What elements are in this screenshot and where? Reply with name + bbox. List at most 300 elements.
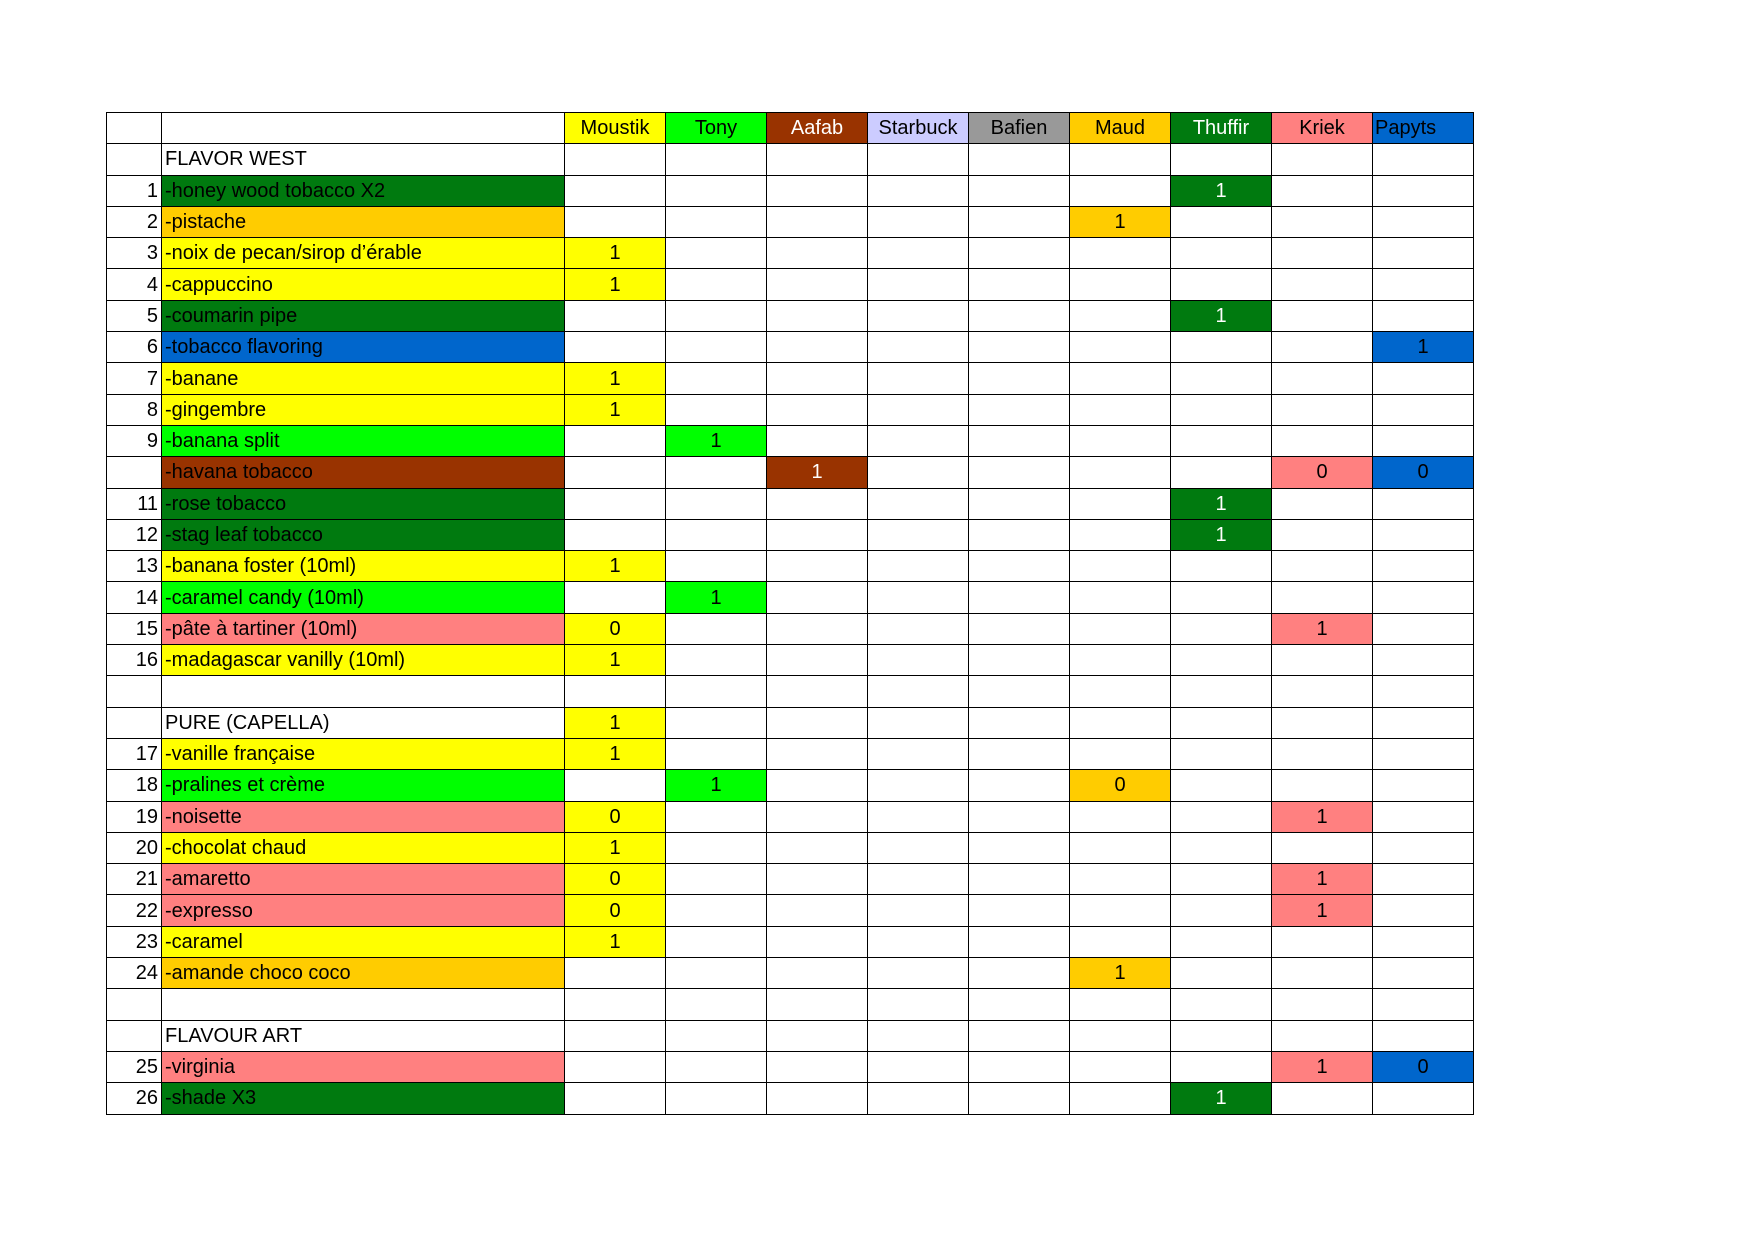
- value-cell-tony[interactable]: [666, 864, 767, 895]
- value-cell-papyts[interactable]: [1373, 363, 1474, 394]
- value-cell-bafien[interactable]: [969, 363, 1070, 394]
- flavor-name-cell[interactable]: -tobacco flavoring: [162, 332, 565, 363]
- row-number-cell[interactable]: 3: [107, 238, 162, 269]
- value-cell-starbuck[interactable]: [868, 1020, 969, 1051]
- value-cell-moustik[interactable]: [565, 519, 666, 550]
- value-cell-bafien[interactable]: [969, 300, 1070, 331]
- flavor-name-cell[interactable]: -banana foster (10ml): [162, 551, 565, 582]
- value-cell-moustik[interactable]: 1: [565, 832, 666, 863]
- value-cell-aafab[interactable]: [767, 645, 868, 676]
- value-cell-bafien[interactable]: [969, 895, 1070, 926]
- value-cell-moustik[interactable]: [565, 582, 666, 613]
- value-cell-tony[interactable]: [666, 519, 767, 550]
- value-cell-starbuck[interactable]: [868, 738, 969, 769]
- section-title-cell[interactable]: FLAVOR WEST: [162, 144, 565, 175]
- value-cell-aafab[interactable]: [767, 832, 868, 863]
- value-cell-bafien[interactable]: [969, 738, 1070, 769]
- value-cell-tony[interactable]: [666, 676, 767, 707]
- value-cell-starbuck[interactable]: [868, 676, 969, 707]
- value-cell-aafab[interactable]: [767, 676, 868, 707]
- value-cell-aafab[interactable]: [767, 895, 868, 926]
- value-cell-bafien[interactable]: [969, 425, 1070, 456]
- value-cell-tony[interactable]: [666, 175, 767, 206]
- row-number-cell[interactable]: 15: [107, 613, 162, 644]
- value-cell-kriek[interactable]: [1272, 676, 1373, 707]
- value-cell-thuffir[interactable]: [1171, 425, 1272, 456]
- value-cell-bafien[interactable]: [969, 394, 1070, 425]
- value-cell-starbuck[interactable]: [868, 801, 969, 832]
- flavor-name-cell[interactable]: [162, 676, 565, 707]
- flavor-name-cell[interactable]: -rose tobacco: [162, 488, 565, 519]
- value-cell-maud[interactable]: [1070, 707, 1171, 738]
- header-name-cell[interactable]: [162, 113, 565, 144]
- value-cell-moustik[interactable]: 1: [565, 738, 666, 769]
- value-cell-starbuck[interactable]: [868, 332, 969, 363]
- row-number-cell[interactable]: 13: [107, 551, 162, 582]
- value-cell-papyts[interactable]: [1373, 488, 1474, 519]
- value-cell-bafien[interactable]: [969, 519, 1070, 550]
- value-cell-starbuck[interactable]: [868, 300, 969, 331]
- value-cell-maud[interactable]: [1070, 645, 1171, 676]
- value-cell-starbuck[interactable]: [868, 1083, 969, 1114]
- value-cell-bafien[interactable]: [969, 958, 1070, 989]
- value-cell-aafab[interactable]: [767, 1051, 868, 1082]
- value-cell-kriek[interactable]: [1272, 1083, 1373, 1114]
- value-cell-kriek[interactable]: [1272, 989, 1373, 1020]
- flavor-name-cell[interactable]: -banana split: [162, 425, 565, 456]
- value-cell-thuffir[interactable]: [1171, 645, 1272, 676]
- value-cell-aafab[interactable]: [767, 770, 868, 801]
- value-cell-starbuck[interactable]: [868, 645, 969, 676]
- value-cell-maud[interactable]: [1070, 1051, 1171, 1082]
- flavor-name-cell[interactable]: -shade X3: [162, 1083, 565, 1114]
- value-cell-papyts[interactable]: [1373, 144, 1474, 175]
- flavor-name-cell[interactable]: -caramel candy (10ml): [162, 582, 565, 613]
- value-cell-maud[interactable]: [1070, 582, 1171, 613]
- value-cell-bafien[interactable]: [969, 801, 1070, 832]
- column-header-starbuck[interactable]: Starbuck: [868, 113, 969, 144]
- value-cell-tony[interactable]: [666, 926, 767, 957]
- value-cell-thuffir[interactable]: [1171, 457, 1272, 488]
- value-cell-moustik[interactable]: [565, 676, 666, 707]
- value-cell-thuffir[interactable]: 1: [1171, 488, 1272, 519]
- value-cell-kriek[interactable]: [1272, 394, 1373, 425]
- value-cell-tony[interactable]: [666, 832, 767, 863]
- value-cell-tony[interactable]: [666, 1051, 767, 1082]
- value-cell-thuffir[interactable]: [1171, 394, 1272, 425]
- value-cell-kriek[interactable]: 1: [1272, 895, 1373, 926]
- flavor-name-cell[interactable]: -honey wood tobacco X2: [162, 175, 565, 206]
- value-cell-papyts[interactable]: [1373, 770, 1474, 801]
- row-number-cell[interactable]: 24: [107, 958, 162, 989]
- value-cell-papyts[interactable]: [1373, 832, 1474, 863]
- value-cell-thuffir[interactable]: [1171, 676, 1272, 707]
- value-cell-starbuck[interactable]: [868, 770, 969, 801]
- value-cell-tony[interactable]: [666, 1083, 767, 1114]
- value-cell-tony[interactable]: [666, 300, 767, 331]
- value-cell-kriek[interactable]: [1272, 175, 1373, 206]
- value-cell-moustik[interactable]: [565, 332, 666, 363]
- value-cell-maud[interactable]: [1070, 394, 1171, 425]
- value-cell-moustik[interactable]: [565, 989, 666, 1020]
- value-cell-tony[interactable]: [666, 457, 767, 488]
- value-cell-bafien[interactable]: [969, 551, 1070, 582]
- value-cell-starbuck[interactable]: [868, 144, 969, 175]
- value-cell-tony[interactable]: [666, 363, 767, 394]
- value-cell-moustik[interactable]: [565, 1083, 666, 1114]
- value-cell-maud[interactable]: [1070, 864, 1171, 895]
- value-cell-kriek[interactable]: [1272, 707, 1373, 738]
- value-cell-tony[interactable]: 1: [666, 425, 767, 456]
- value-cell-starbuck[interactable]: [868, 832, 969, 863]
- row-number-cell[interactable]: 4: [107, 269, 162, 300]
- row-number-cell[interactable]: 23: [107, 926, 162, 957]
- value-cell-moustik[interactable]: [565, 175, 666, 206]
- value-cell-bafien[interactable]: [969, 707, 1070, 738]
- value-cell-moustik[interactable]: [565, 770, 666, 801]
- row-number-cell[interactable]: 12: [107, 519, 162, 550]
- value-cell-bafien[interactable]: [969, 1020, 1070, 1051]
- value-cell-thuffir[interactable]: [1171, 864, 1272, 895]
- row-number-cell[interactable]: 17: [107, 738, 162, 769]
- row-number-cell[interactable]: 9: [107, 425, 162, 456]
- value-cell-starbuck[interactable]: [868, 394, 969, 425]
- value-cell-kriek[interactable]: [1272, 300, 1373, 331]
- value-cell-aafab[interactable]: [767, 394, 868, 425]
- value-cell-thuffir[interactable]: 1: [1171, 175, 1272, 206]
- value-cell-thuffir[interactable]: [1171, 770, 1272, 801]
- column-header-moustik[interactable]: Moustik: [565, 113, 666, 144]
- row-number-cell[interactable]: 21: [107, 864, 162, 895]
- flavor-name-cell[interactable]: -virginia: [162, 1051, 565, 1082]
- value-cell-papyts[interactable]: [1373, 707, 1474, 738]
- value-cell-moustik[interactable]: [565, 1051, 666, 1082]
- value-cell-bafien[interactable]: [969, 613, 1070, 644]
- value-cell-papyts[interactable]: 0: [1373, 1051, 1474, 1082]
- value-cell-bafien[interactable]: [969, 175, 1070, 206]
- value-cell-bafien[interactable]: [969, 457, 1070, 488]
- value-cell-bafien[interactable]: [969, 926, 1070, 957]
- value-cell-starbuck[interactable]: [868, 363, 969, 394]
- value-cell-starbuck[interactable]: [868, 519, 969, 550]
- column-header-papyts[interactable]: Papyts: [1373, 113, 1474, 144]
- value-cell-thuffir[interactable]: [1171, 332, 1272, 363]
- value-cell-aafab[interactable]: [767, 864, 868, 895]
- value-cell-moustik[interactable]: 1: [565, 707, 666, 738]
- value-cell-kriek[interactable]: [1272, 332, 1373, 363]
- value-cell-kriek[interactable]: [1272, 363, 1373, 394]
- value-cell-kriek[interactable]: 0: [1272, 457, 1373, 488]
- value-cell-bafien[interactable]: [969, 864, 1070, 895]
- value-cell-papyts[interactable]: [1373, 613, 1474, 644]
- value-cell-aafab[interactable]: [767, 488, 868, 519]
- value-cell-thuffir[interactable]: [1171, 582, 1272, 613]
- value-cell-starbuck[interactable]: [868, 551, 969, 582]
- value-cell-bafien[interactable]: [969, 269, 1070, 300]
- value-cell-maud[interactable]: 0: [1070, 770, 1171, 801]
- flavor-name-cell[interactable]: -chocolat chaud: [162, 832, 565, 863]
- row-number-cell[interactable]: 18: [107, 770, 162, 801]
- value-cell-starbuck[interactable]: [868, 613, 969, 644]
- value-cell-starbuck[interactable]: [868, 206, 969, 237]
- row-number-cell[interactable]: [107, 457, 162, 488]
- value-cell-bafien[interactable]: [969, 238, 1070, 269]
- row-number-cell[interactable]: 20: [107, 832, 162, 863]
- value-cell-thuffir[interactable]: [1171, 144, 1272, 175]
- value-cell-bafien[interactable]: [969, 989, 1070, 1020]
- value-cell-kriek[interactable]: [1272, 645, 1373, 676]
- value-cell-maud[interactable]: [1070, 425, 1171, 456]
- value-cell-papyts[interactable]: [1373, 519, 1474, 550]
- value-cell-papyts[interactable]: [1373, 551, 1474, 582]
- value-cell-starbuck[interactable]: [868, 1051, 969, 1082]
- value-cell-tony[interactable]: [666, 551, 767, 582]
- value-cell-kriek[interactable]: [1272, 488, 1373, 519]
- value-cell-maud[interactable]: [1070, 551, 1171, 582]
- flavor-name-cell[interactable]: -cappuccino: [162, 269, 565, 300]
- value-cell-maud[interactable]: [1070, 175, 1171, 206]
- value-cell-tony[interactable]: [666, 613, 767, 644]
- value-cell-kriek[interactable]: [1272, 770, 1373, 801]
- value-cell-aafab[interactable]: [767, 144, 868, 175]
- value-cell-kriek[interactable]: 1: [1272, 801, 1373, 832]
- value-cell-papyts[interactable]: [1373, 300, 1474, 331]
- value-cell-moustik[interactable]: 0: [565, 895, 666, 926]
- flavor-name-cell[interactable]: -banane: [162, 363, 565, 394]
- value-cell-aafab[interactable]: [767, 519, 868, 550]
- value-cell-papyts[interactable]: [1373, 394, 1474, 425]
- value-cell-bafien[interactable]: [969, 645, 1070, 676]
- value-cell-starbuck[interactable]: [868, 488, 969, 519]
- row-number-cell[interactable]: 16: [107, 645, 162, 676]
- value-cell-maud[interactable]: [1070, 832, 1171, 863]
- value-cell-moustik[interactable]: 1: [565, 645, 666, 676]
- value-cell-papyts[interactable]: [1373, 926, 1474, 957]
- value-cell-aafab[interactable]: [767, 363, 868, 394]
- value-cell-kriek[interactable]: [1272, 144, 1373, 175]
- value-cell-papyts[interactable]: [1373, 864, 1474, 895]
- value-cell-starbuck[interactable]: [868, 457, 969, 488]
- value-cell-moustik[interactable]: [565, 206, 666, 237]
- value-cell-bafien[interactable]: [969, 206, 1070, 237]
- value-cell-maud[interactable]: [1070, 144, 1171, 175]
- row-number-cell[interactable]: 22: [107, 895, 162, 926]
- value-cell-maud[interactable]: [1070, 457, 1171, 488]
- value-cell-starbuck[interactable]: [868, 238, 969, 269]
- value-cell-kriek[interactable]: [1272, 582, 1373, 613]
- value-cell-moustik[interactable]: 0: [565, 613, 666, 644]
- value-cell-tony[interactable]: [666, 895, 767, 926]
- flavor-name-cell[interactable]: -vanille française: [162, 738, 565, 769]
- value-cell-thuffir[interactable]: [1171, 238, 1272, 269]
- value-cell-thuffir[interactable]: [1171, 206, 1272, 237]
- row-number-cell[interactable]: [107, 707, 162, 738]
- value-cell-bafien[interactable]: [969, 832, 1070, 863]
- flavor-name-cell[interactable]: -noisette: [162, 801, 565, 832]
- value-cell-papyts[interactable]: [1373, 738, 1474, 769]
- column-header-bafien[interactable]: Bafien: [969, 113, 1070, 144]
- value-cell-moustik[interactable]: 1: [565, 363, 666, 394]
- value-cell-papyts[interactable]: [1373, 582, 1474, 613]
- value-cell-maud[interactable]: [1070, 1083, 1171, 1114]
- value-cell-aafab[interactable]: [767, 958, 868, 989]
- flavor-name-cell[interactable]: -amaretto: [162, 864, 565, 895]
- row-number-cell[interactable]: 7: [107, 363, 162, 394]
- value-cell-maud[interactable]: [1070, 989, 1171, 1020]
- flavor-name-cell[interactable]: -expresso: [162, 895, 565, 926]
- value-cell-aafab[interactable]: [767, 707, 868, 738]
- value-cell-bafien[interactable]: [969, 1051, 1070, 1082]
- section-title-cell[interactable]: FLAVOUR ART: [162, 1020, 565, 1051]
- column-header-aafab[interactable]: Aafab: [767, 113, 868, 144]
- value-cell-maud[interactable]: [1070, 519, 1171, 550]
- value-cell-aafab[interactable]: [767, 175, 868, 206]
- value-cell-aafab[interactable]: [767, 989, 868, 1020]
- value-cell-aafab[interactable]: 1: [767, 457, 868, 488]
- flavor-name-cell[interactable]: [162, 989, 565, 1020]
- value-cell-maud[interactable]: [1070, 1020, 1171, 1051]
- value-cell-maud[interactable]: [1070, 300, 1171, 331]
- value-cell-bafien[interactable]: [969, 676, 1070, 707]
- column-header-thuffir[interactable]: Thuffir: [1171, 113, 1272, 144]
- value-cell-papyts[interactable]: [1373, 1083, 1474, 1114]
- flavor-name-cell[interactable]: -pâte à tartiner (10ml): [162, 613, 565, 644]
- value-cell-tony[interactable]: [666, 958, 767, 989]
- value-cell-starbuck[interactable]: [868, 864, 969, 895]
- row-number-cell[interactable]: [107, 144, 162, 175]
- value-cell-thuffir[interactable]: [1171, 551, 1272, 582]
- value-cell-kriek[interactable]: 1: [1272, 1051, 1373, 1082]
- value-cell-starbuck[interactable]: [868, 958, 969, 989]
- value-cell-thuffir[interactable]: [1171, 1020, 1272, 1051]
- value-cell-starbuck[interactable]: [868, 895, 969, 926]
- flavor-name-cell[interactable]: -amande choco coco: [162, 958, 565, 989]
- flavor-name-cell[interactable]: -gingembre: [162, 394, 565, 425]
- row-number-cell[interactable]: [107, 989, 162, 1020]
- value-cell-kriek[interactable]: [1272, 519, 1373, 550]
- flavor-name-cell[interactable]: -pralines et crème: [162, 770, 565, 801]
- value-cell-tony[interactable]: [666, 144, 767, 175]
- value-cell-aafab[interactable]: [767, 238, 868, 269]
- value-cell-aafab[interactable]: [767, 551, 868, 582]
- row-number-cell[interactable]: 26: [107, 1083, 162, 1114]
- value-cell-tony[interactable]: [666, 488, 767, 519]
- value-cell-kriek[interactable]: [1272, 958, 1373, 989]
- value-cell-moustik[interactable]: [565, 457, 666, 488]
- column-header-tony[interactable]: Tony: [666, 113, 767, 144]
- value-cell-maud[interactable]: [1070, 895, 1171, 926]
- value-cell-starbuck[interactable]: [868, 989, 969, 1020]
- value-cell-tony[interactable]: [666, 738, 767, 769]
- flavor-name-cell[interactable]: -noix de pecan/sirop d’érable: [162, 238, 565, 269]
- value-cell-bafien[interactable]: [969, 488, 1070, 519]
- value-cell-tony[interactable]: 1: [666, 582, 767, 613]
- value-cell-moustik[interactable]: [565, 425, 666, 456]
- value-cell-thuffir[interactable]: [1171, 801, 1272, 832]
- value-cell-moustik[interactable]: [565, 958, 666, 989]
- value-cell-kriek[interactable]: [1272, 425, 1373, 456]
- value-cell-papyts[interactable]: [1373, 801, 1474, 832]
- value-cell-papyts[interactable]: 0: [1373, 457, 1474, 488]
- value-cell-papyts[interactable]: [1373, 1020, 1474, 1051]
- value-cell-moustik[interactable]: [565, 300, 666, 331]
- value-cell-thuffir[interactable]: [1171, 895, 1272, 926]
- row-number-cell[interactable]: 11: [107, 488, 162, 519]
- value-cell-maud[interactable]: 1: [1070, 958, 1171, 989]
- value-cell-papyts[interactable]: [1373, 238, 1474, 269]
- value-cell-maud[interactable]: 1: [1070, 206, 1171, 237]
- value-cell-papyts[interactable]: [1373, 676, 1474, 707]
- value-cell-bafien[interactable]: [969, 1083, 1070, 1114]
- value-cell-papyts[interactable]: [1373, 269, 1474, 300]
- value-cell-moustik[interactable]: 1: [565, 269, 666, 300]
- flavor-name-cell[interactable]: -stag leaf tobacco: [162, 519, 565, 550]
- flavor-name-cell[interactable]: -coumarin pipe: [162, 300, 565, 331]
- value-cell-starbuck[interactable]: [868, 269, 969, 300]
- row-number-cell[interactable]: 14: [107, 582, 162, 613]
- value-cell-papyts[interactable]: [1373, 958, 1474, 989]
- column-header-kriek[interactable]: Kriek: [1272, 113, 1373, 144]
- value-cell-aafab[interactable]: [767, 206, 868, 237]
- value-cell-tony[interactable]: [666, 801, 767, 832]
- value-cell-papyts[interactable]: 1: [1373, 332, 1474, 363]
- value-cell-thuffir[interactable]: [1171, 1051, 1272, 1082]
- value-cell-aafab[interactable]: [767, 1020, 868, 1051]
- value-cell-aafab[interactable]: [767, 1083, 868, 1114]
- value-cell-kriek[interactable]: [1272, 269, 1373, 300]
- value-cell-starbuck[interactable]: [868, 707, 969, 738]
- value-cell-thuffir[interactable]: 1: [1171, 519, 1272, 550]
- value-cell-thuffir[interactable]: [1171, 832, 1272, 863]
- value-cell-starbuck[interactable]: [868, 175, 969, 206]
- row-number-cell[interactable]: 25: [107, 1051, 162, 1082]
- row-number-cell[interactable]: 1: [107, 175, 162, 206]
- value-cell-kriek[interactable]: 1: [1272, 864, 1373, 895]
- row-number-cell[interactable]: 5: [107, 300, 162, 331]
- value-cell-maud[interactable]: [1070, 269, 1171, 300]
- value-cell-kriek[interactable]: [1272, 926, 1373, 957]
- value-cell-aafab[interactable]: [767, 582, 868, 613]
- value-cell-thuffir[interactable]: [1171, 707, 1272, 738]
- value-cell-kriek[interactable]: [1272, 738, 1373, 769]
- value-cell-maud[interactable]: [1070, 738, 1171, 769]
- value-cell-moustik[interactable]: 1: [565, 238, 666, 269]
- value-cell-maud[interactable]: [1070, 613, 1171, 644]
- value-cell-kriek[interactable]: [1272, 238, 1373, 269]
- value-cell-thuffir[interactable]: [1171, 989, 1272, 1020]
- value-cell-tony[interactable]: [666, 332, 767, 363]
- value-cell-aafab[interactable]: [767, 425, 868, 456]
- value-cell-maud[interactable]: [1070, 332, 1171, 363]
- value-cell-papyts[interactable]: [1373, 425, 1474, 456]
- column-header-maud[interactable]: Maud: [1070, 113, 1171, 144]
- value-cell-bafien[interactable]: [969, 582, 1070, 613]
- value-cell-tony[interactable]: 1: [666, 770, 767, 801]
- value-cell-papyts[interactable]: [1373, 645, 1474, 676]
- value-cell-moustik[interactable]: 0: [565, 864, 666, 895]
- value-cell-maud[interactable]: [1070, 676, 1171, 707]
- value-cell-thuffir[interactable]: [1171, 363, 1272, 394]
- value-cell-bafien[interactable]: [969, 332, 1070, 363]
- value-cell-maud[interactable]: [1070, 801, 1171, 832]
- value-cell-tony[interactable]: [666, 645, 767, 676]
- value-cell-kriek[interactable]: 1: [1272, 613, 1373, 644]
- value-cell-tony[interactable]: [666, 206, 767, 237]
- value-cell-maud[interactable]: [1070, 363, 1171, 394]
- value-cell-aafab[interactable]: [767, 269, 868, 300]
- value-cell-kriek[interactable]: [1272, 551, 1373, 582]
- value-cell-kriek[interactable]: [1272, 1020, 1373, 1051]
